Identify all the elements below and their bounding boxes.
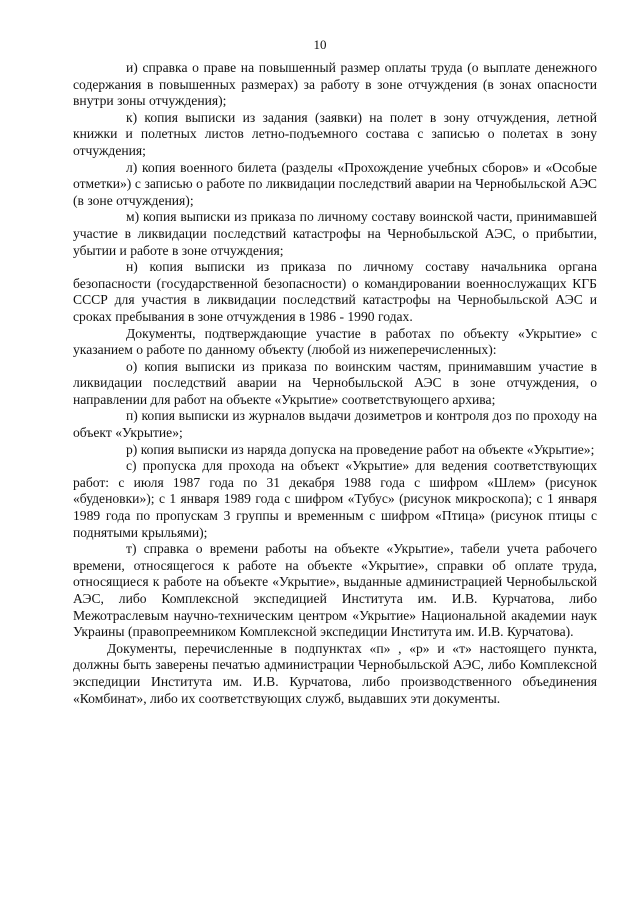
paragraph-ukrytie-intro: Документы, подтверждающие участие в работах по объекту «Укрытие» с указанием о работе по данному объекту (любой из нижеперечисленных): xyxy=(73,325,597,358)
paragraph-n: н) копия выписки из приказа по личному составу начальника органа безопасности (государственной безопасности) о командировании военнослужащих КГБ СССР для участия в ликвидации последствий катастрофы на Чернобыльской АЭС и сроках пребывания в зоне отчуждения в 1986 - 1990 годах. xyxy=(73,259,597,324)
paragraph-i: и) справка о праве на повышенный размер оплаты труда (о выплате денежного содержания в повышенных размерах) за работу в зоне отчуждения (в зонах опасности внутри зоны отчуждения); xyxy=(73,60,597,109)
paragraph-k: к) копия выписки из задания (заявки) на полет в зону отчуждения, летной книжки и полетных листов летно-подъемного состава с записью о полетах в зону отчуждения; xyxy=(73,109,597,158)
paragraph-p: п) копия выписки из журналов выдачи дозиметров и контроля доз по проходу на объект «Укрытие»; xyxy=(73,408,597,441)
paragraph-o: о) копия выписки из приказа по воинским частям, принимавшим участие в ликвидации последствий аварии на Чернобыльской АЭС в зоне отчуждения, о направлении для работ на объекте «Укрытие» соответствующего архива; xyxy=(73,358,597,407)
paragraph-t: т) справка о времени работы на объекте «Укрытие», табели учета рабочего времени, относящегося к работе на объекте «Укрытие», справки об оплате труда, относящиеся к работе на объекте «Укрытие», выданные администрацией Чернобыльской АЭС, либо Комплексной экспедицией Института им. И.В. Курчатова, либо Межотраслевым научно-техническим центром «Укрытие» Национальной академии наук Украины (правопреемником Комплексной экспедиции Института им. И.В. Курчатова). xyxy=(73,541,597,640)
paragraph-r: р) копия выписки из наряда допуска на проведение работ на объекте «Укрытие»; xyxy=(126,441,595,457)
paragraph-s: с) пропуска для прохода на объект «Укрытие» для ведения соответствующих работ: с июля 1987 года по 31 декабря 1988 года с шифром «Шлем» (рисунок «буденовки»); с 1 января 1989 года с шифром «Тубус» (рисунок микроскопа); с 1 января 1989 года по пропускам 3 группы и временным с шифром «Птица» (рисунок птицы с поднятыми крыльями); xyxy=(73,458,597,540)
paragraph-l: л) копия военного билета (разделы «Прохождение учебных сборов» и «Особые отметки») с записью о работе по ликвидации последствий аварии на Чернобыльской АЭС (в зоне отчуждения); xyxy=(73,159,597,208)
document-body xyxy=(73,60,597,707)
page-number: 10 xyxy=(313,37,327,52)
paragraph-m: м) копия выписки из приказа по личному составу воинской части, принимавшей участие в ликвидации последствий катастрофы на Чернобыльской АЭС, о прибытии, убытии и работе в зоне отчуждения; xyxy=(73,209,597,258)
paragraph-certification: Документы, перечисленные в подпунктах «п» , «р» и «т» настоящего пункта, должны быть заверены печатью администрации Чернобыльской АЭС, либо Комплексной экспедиции Института им. И.В. Курчатова, либо производственного объединения «Комбинат», либо их соответствующих служб, выдавших эти документы. xyxy=(73,640,597,706)
